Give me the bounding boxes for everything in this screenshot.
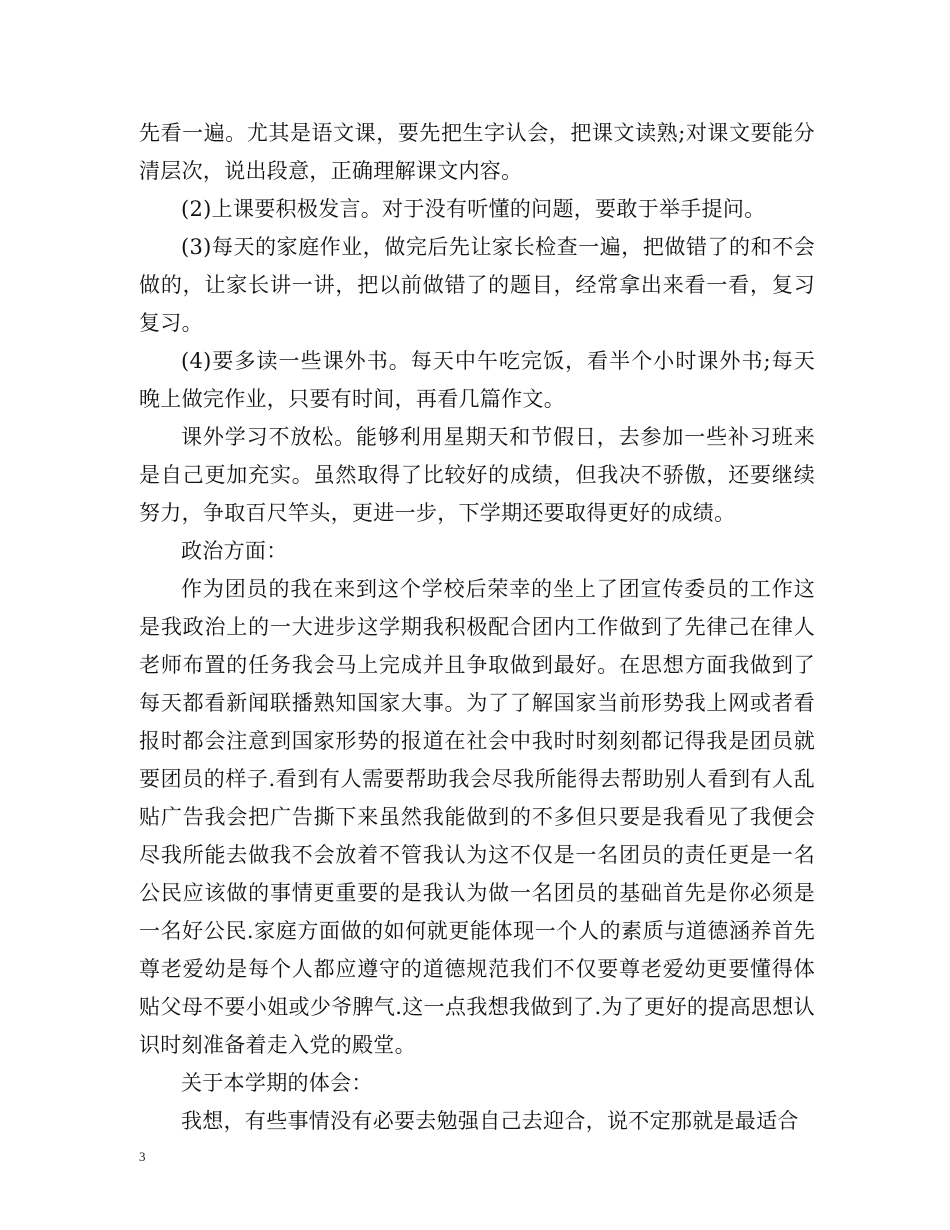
- paragraph-7: 作为团员的我在来到这个学校后荣幸的坐上了团宣传委员的工作这是我政治上的一大进步这学期我积极配合团内工作做到了先律己在律人老师布置的任务我会马上完成并且争取做到最好。在思想方面我做到了每天都看新闻联播熟知国家大事。为了了解国家当前形势我上网或者看报时都会注意到国家形势的报道在社会中我时时刻刻都记得我是团员就要团员的样子.看到有人需要帮助我会尽我所能得去帮助别人看到有人乱贴广告我会把广告撕下来虽然我能做到的不多但只要是我看见了我便会尽我所能去做我不会放着不管我认为这不仅是一名团员的责任更是一名公民应该做的事情更重要的是我认为做一名团员的基础首先是你必须是一名好公民.家庭方面做的如何就更能体现一个人的素质与道德涵养首先尊老爱幼是每个人都应遵守的道德规范我们不仅要尊老爱幼更要懂得体贴父母不要小姐或少爷脾气.这一点我想我做到了.为了更好的提高思想认识时刻准备着走入党的殿堂。: [139, 577, 815, 1057]
- document-body: [139, 114, 815, 1140]
- section-heading-reflection: 关于本学期的体会：: [181, 1071, 373, 1095]
- paragraph-1: 先看一遍。尤其是语文课，要先把生字认会，把课文读熟;对课文要能分清层次，说出段意，正确理解课文内容。: [139, 121, 815, 183]
- page-number: 3: [139, 1149, 146, 1164]
- paragraph-2: (2)上课要积极发言。对于没有听懂的问题，要敢于举手提问。: [181, 197, 766, 221]
- section-heading-politics: 政治方面：: [181, 539, 288, 563]
- paragraph-3: (3)每天的家庭作业，做完后先让家长检查一遍，把做错了的和不会做的，让家长讲一讲，把以前做错了的题目，经常拿出来看一看，复习复习。: [139, 235, 815, 335]
- paragraph-5: 课外学习不放松。能够利用星期天和节假日，去参加一些补习班来是自己更加充实。虽然取得了比较好的成绩，但我决不骄傲，还要继续努力，争取百尺竿头，更进一步，下学期还要取得更好的成绩。: [139, 425, 815, 525]
- paragraph-9: 我想，有些事情没有必要去勉强自己去迎合，说不定那就是最适合: [181, 1109, 799, 1133]
- paragraph-4: (4)要多读一些课外书。每天中午吃完饭，看半个小时课外书;每天晚上做完作业，只要有时间，再看几篇作文。: [139, 349, 815, 411]
